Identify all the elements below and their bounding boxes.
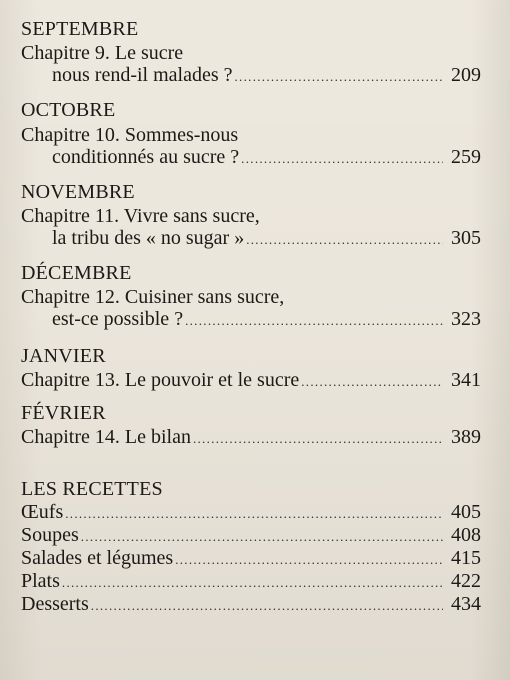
toc-entry xyxy=(52,146,481,168)
page-number: 408 xyxy=(451,524,481,546)
chapter-title-line: Chapitre 12. Cuisiner sans sucre, xyxy=(21,286,285,308)
page-number: 259 xyxy=(451,146,481,168)
toc-entry xyxy=(21,426,481,448)
chapter-title-line: Chapitre 9. Le sucre xyxy=(21,42,184,64)
dot-leader xyxy=(301,371,443,393)
toc-section-fevrier xyxy=(21,402,481,450)
dot-leader xyxy=(175,549,443,571)
dot-leader xyxy=(91,595,443,617)
recipes-heading: LES RECETTES xyxy=(21,478,163,500)
toc-entry xyxy=(52,64,481,86)
entry-label: la tribu des « no sugar » xyxy=(52,227,245,249)
entry-label: Chapitre 14. Le bilan xyxy=(21,426,191,448)
toc-section-novembre xyxy=(21,181,481,251)
recipe-entry xyxy=(21,593,481,615)
entry-label: Salades et légumes xyxy=(21,547,174,569)
recipe-entry xyxy=(21,547,481,569)
month-heading: OCTOBRE xyxy=(21,99,116,121)
toc-entry xyxy=(52,308,481,330)
toc-section-decembre xyxy=(21,262,481,332)
toc-entry xyxy=(21,369,481,391)
dot-leader xyxy=(241,148,443,170)
dot-leader xyxy=(185,310,443,332)
page-number: 389 xyxy=(451,426,481,448)
entry-label: est-ce possible ? xyxy=(52,308,184,330)
toc-entry xyxy=(52,227,481,249)
entry-label: conditionnés au sucre ? xyxy=(52,146,240,168)
toc-section-septembre xyxy=(21,18,481,88)
recipe-entry xyxy=(21,524,481,546)
chapter-title-line: Chapitre 11. Vivre sans sucre, xyxy=(21,205,260,227)
dot-leader xyxy=(81,526,443,548)
page-number: 209 xyxy=(451,64,481,86)
recipe-entry xyxy=(21,570,481,592)
toc-section-janvier xyxy=(21,345,481,393)
page-number: 422 xyxy=(451,570,481,592)
entry-label: nous rend-il malades ? xyxy=(52,64,233,86)
page-number: 341 xyxy=(451,369,481,391)
month-heading: DÉCEMBRE xyxy=(21,262,132,284)
page-number: 415 xyxy=(451,547,481,569)
chapter-title-line: Chapitre 10. Sommes-nous xyxy=(21,124,239,146)
entry-label: Œufs xyxy=(21,501,64,523)
page-number: 305 xyxy=(451,227,481,249)
entry-label: Desserts xyxy=(21,593,89,615)
month-heading: SEPTEMBRE xyxy=(21,18,139,40)
toc-section-octobre xyxy=(21,99,481,169)
month-heading: JANVIER xyxy=(21,345,106,367)
dot-leader xyxy=(193,428,443,450)
page-number: 434 xyxy=(451,593,481,615)
recipe-entry xyxy=(21,501,481,523)
month-heading: NOVEMBRE xyxy=(21,181,135,203)
toc-section-recettes xyxy=(21,478,481,638)
entry-label: Chapitre 13. Le pouvoir et le sucre xyxy=(21,369,300,391)
dot-leader xyxy=(65,503,443,525)
dot-leader xyxy=(62,572,443,594)
entry-label: Plats xyxy=(21,570,60,592)
month-heading: FÉVRIER xyxy=(21,402,106,424)
page-number: 323 xyxy=(451,308,481,330)
dot-leader xyxy=(246,229,443,251)
dot-leader xyxy=(235,66,444,88)
entry-label: Soupes xyxy=(21,524,79,546)
page-number: 405 xyxy=(451,501,481,523)
